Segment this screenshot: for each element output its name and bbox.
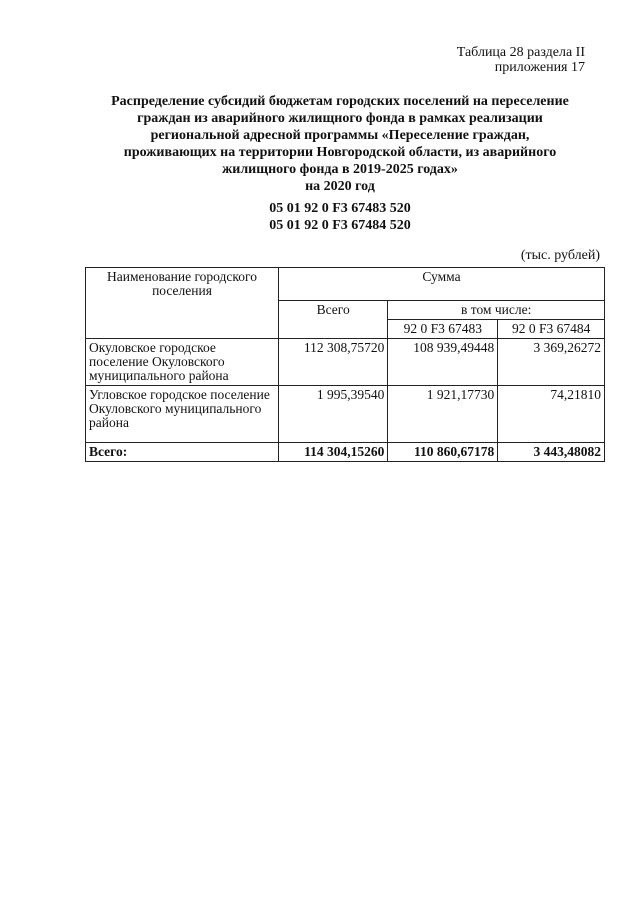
settlement-name: Угловское городское поселение Окуловского муниципального района [86, 386, 279, 443]
title-line: проживающих на территории Новгородской области, из аварийного [123, 145, 557, 160]
header-including: в том числе: [388, 301, 605, 320]
total-label: Всего: [86, 443, 279, 462]
cell-code-1: 108 939,49448 [388, 339, 498, 386]
cell-code-1: 1 921,17730 [388, 386, 498, 443]
header-sum: Сумма [279, 268, 605, 301]
header-code-1: 92 0 F3 67483 [388, 320, 498, 339]
title-line: Распределение субсидий бюджетам городских поселений на переселение [111, 94, 569, 109]
title-line: жилищного фонда в 2019-2025 годах» [222, 162, 458, 177]
budget-codes [80, 200, 600, 234]
header-total: Всего [279, 301, 388, 339]
table-header-row [86, 268, 605, 301]
cell-total-code-2: 3 443,48082 [498, 443, 605, 462]
table-reference [457, 45, 585, 75]
title-line: граждан из аварийного жилищного фонда в рамках реализации [137, 111, 543, 126]
cell-total: 112 308,75720 [279, 339, 388, 386]
cell-code-2: 3 369,26272 [498, 339, 605, 386]
header-code-2: 92 0 F3 67484 [498, 320, 605, 339]
subsidy-table [85, 267, 605, 462]
cell-grand-total: 114 304,15260 [279, 443, 388, 462]
cell-total-code-1: 110 860,67178 [388, 443, 498, 462]
cell-code-2: 74,21810 [498, 386, 605, 443]
budget-code: 05 01 92 0 F3 67484 520 [269, 218, 411, 233]
reference-line-2: приложения 17 [494, 60, 585, 75]
title-line: региональной адресной программы «Переселение граждан, [150, 128, 530, 143]
table-row [86, 339, 605, 386]
document-title [80, 93, 600, 195]
header-settlement-name: Наименование городского поселения [86, 268, 279, 339]
title-line: на 2020 год [305, 179, 375, 194]
reference-line-1: Таблица 28 раздела II [456, 45, 585, 60]
budget-code: 05 01 92 0 F3 67483 520 [269, 201, 411, 216]
table-total-row [86, 443, 605, 462]
cell-total: 1 995,39540 [279, 386, 388, 443]
settlement-name: Окуловское городское поселение Окуловского муниципального района [86, 339, 279, 386]
table-row [86, 386, 605, 443]
unit-label: (тыс. рублей) [520, 248, 600, 263]
